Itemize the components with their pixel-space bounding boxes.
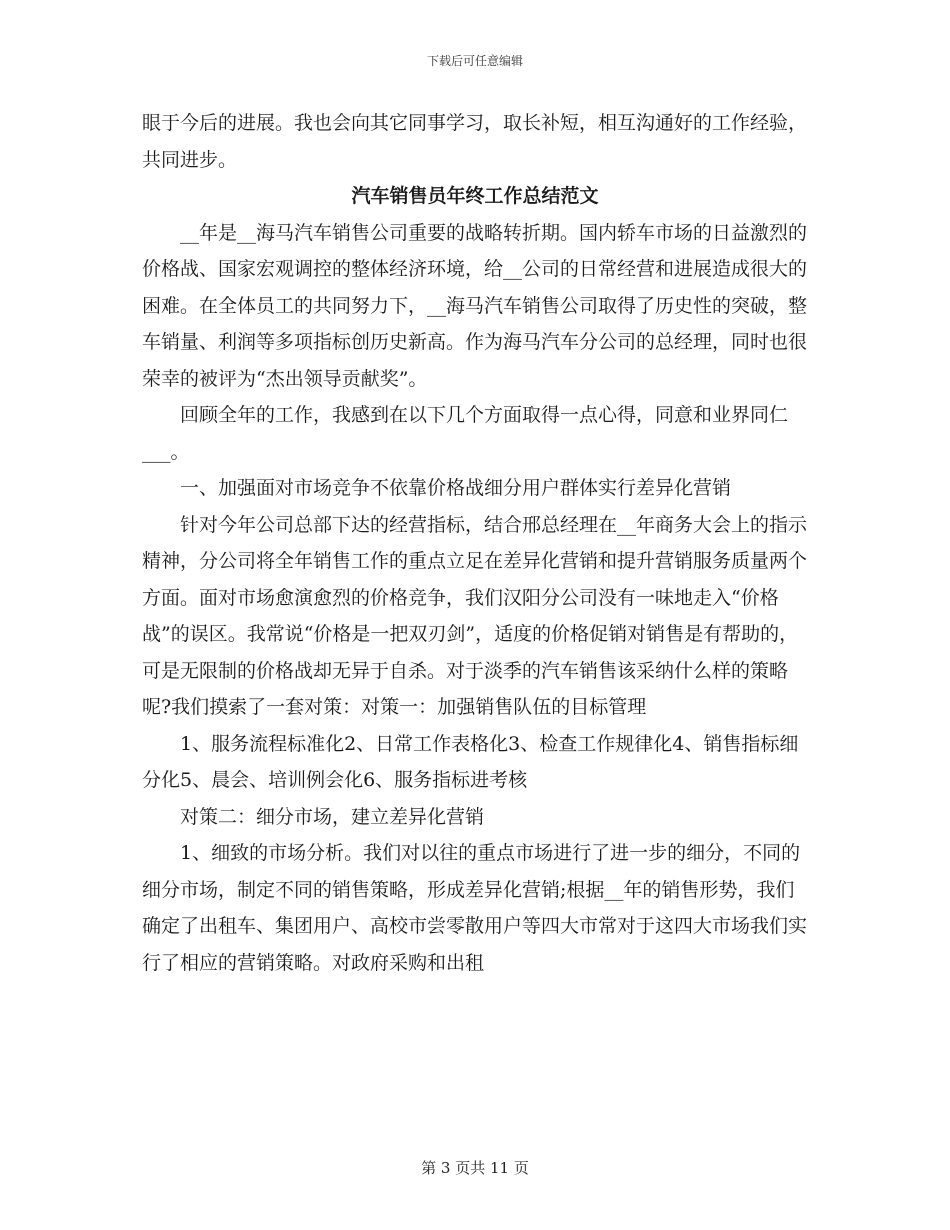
paragraph-continuation: 眼于今后的进展。我也会向其它同事学习，取长补短，相互沟通好的工作经验，共同进步。 [142, 112, 808, 171]
document-body [142, 105, 808, 981]
page-header: 下载后可任意编辑 [426, 54, 523, 68]
paragraph: 针对今年公司总部下达的经营指标，结合邢总经理在__年商务大会上的指示精神，分公司将全年销售工作的重点立足在差异化营销和提升营销服务质量两个方面。面对市场愈演愈烈的价格竞争，我们汉阳分公司没有一味地走入“价格战”的误区。我常说“价格是一把双刃剑”，适度的价格促销对销售是有帮助的，可是无限制的价格战却无异于自杀。对于淡季的汽车销售该采纳什么样的策略呢?我们摸索了一套对策：对策一：加强销售队伍的目标管理 [142, 513, 808, 718]
paragraph: 1、服务流程标准化2、日常工作表格化3、检查工作规律化4、销售指标细分化5、晨会、培训例会化6、服务指标进考核 [142, 732, 799, 791]
paragraph: __年是__海马汽车销售公司重要的战略转折期。国内轿车市场的日益激烈的价格战、国家宏观调控的整体经济环境，给__公司的日常经营和进展造成很大的困难。在全体员工的共同努力下，__海马汽车销售公司取得了历史性的突破，整车销量、利润等多项指标创历史新高。作为海马汽车分公司的总经理，同时也很荣幸的被评为“杰出领导贡献奖”。 [142, 221, 808, 390]
page-footer: 第 3 页共 11 页 [421, 1159, 529, 1177]
paragraph: 对策二：细分市场，建立差异化营销 [180, 805, 485, 828]
subheading: 一、加强面对市场竞争不依靠价格战细分用户群体实行差异化营销 [180, 477, 732, 499]
section-title: 汽车销售员年终工作总结范文 [351, 185, 599, 207]
paragraph: 回顾全年的工作，我感到在以下几个方面取得一点心得，同意和业界同仁___。 [142, 404, 789, 463]
paragraph: 1、细致的市场分析。我们对以往的重点市场进行了进一步的细分，不同的细分市场，制定不同的销售策略，形成差异化营销;根据__年的销售形势，我们确定了出租车、集团用户、高校市尝零散用户等四大市常对于这四大市场我们实行了相应的营销策略。对政府采购和出租 [142, 842, 808, 974]
